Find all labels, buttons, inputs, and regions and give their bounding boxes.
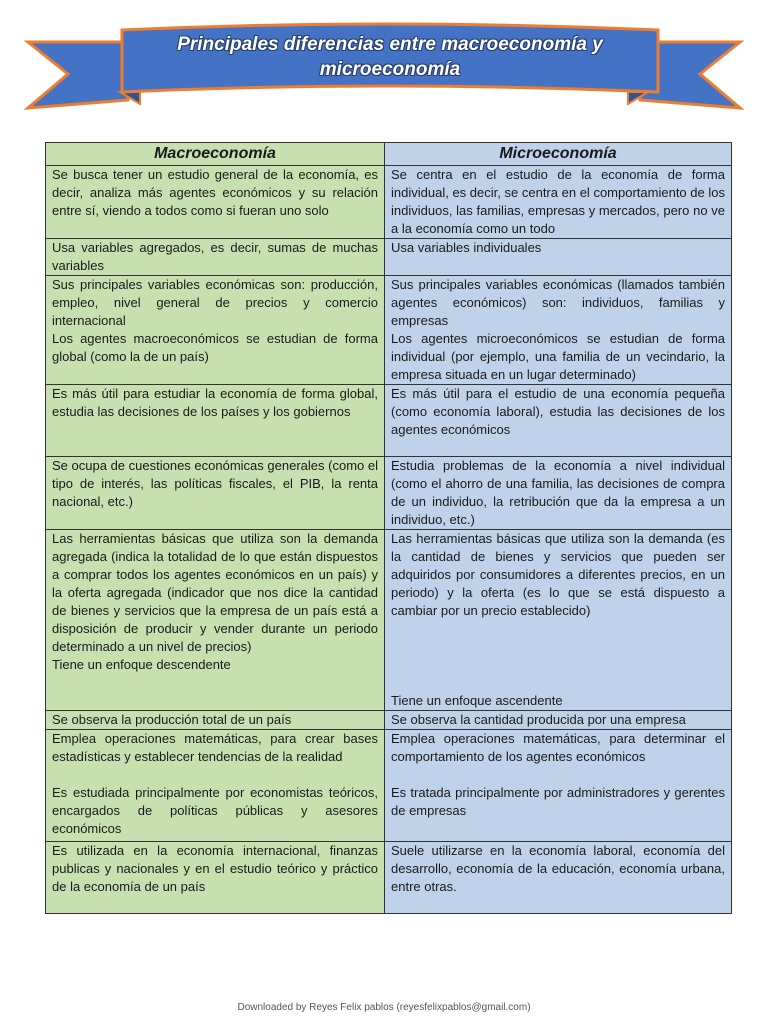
table-row xyxy=(46,711,732,730)
page-title xyxy=(130,32,650,82)
micro-cell xyxy=(385,276,732,385)
column-header-micro: Microeconomía xyxy=(385,143,732,166)
cell-text: Usa variables agregados, es decir, sumas de muchas variables xyxy=(52,240,378,273)
table-row xyxy=(46,239,732,276)
cell-text: Se ocupa de cuestiones económicas generales (como el tipo de interés, las políticas fiscales, el PIB, la renta nacional, etc.) xyxy=(52,458,378,509)
page-title-line-2: microeconomía xyxy=(319,59,461,80)
cell-text: Emplea operaciones matemáticas, para determinar el comportamiento de los agentes económicos xyxy=(391,731,725,764)
macro-cell xyxy=(46,711,385,730)
page-title-line-1: Principales diferencias entre macroeconomía y xyxy=(177,34,603,55)
cell-text: Suele utilizarse en la economía laboral, economía del desarrollo, economía de la educación, economía urbana, entre otras. xyxy=(391,843,725,894)
cell-text: Las herramientas básicas que utiliza son la demanda (es la cantidad de bienes y servicios que pueden ser adquiridos por consumidores a diferentes precios, en un periodo) y la oferta (es lo que se está dispuesto a cambiar por un precio establecido) xyxy=(391,531,725,618)
micro-cell xyxy=(385,239,732,276)
spacer xyxy=(391,656,725,674)
table-row xyxy=(46,842,732,914)
macro-cell xyxy=(46,385,385,457)
cell-text: Las herramientas básicas que utiliza son la demanda agregada (indica la totalidad de lo que están dispuestos a comprar todos los agentes económicos en un país) y la oferta agregada (indicador que nos dice la cantidad de bienes y servicios que la empresa de un país está a disposición de producir y vender durante un periodo determinado a un nivel de precios) xyxy=(52,531,378,654)
table-row xyxy=(46,730,732,842)
cell-text: Se observa la producción total de un país xyxy=(52,712,292,727)
macro-cell xyxy=(46,842,385,914)
micro-cell xyxy=(385,385,732,457)
macro-cell xyxy=(46,457,385,530)
table-header-row xyxy=(46,143,732,166)
cell-text: Tiene un enfoque descendente xyxy=(52,657,231,672)
cell-text: Es más útil para estudiar la economía de forma global, estudia las decisiones de los países y los gobiernos xyxy=(52,386,378,419)
micro-cell xyxy=(385,457,732,530)
cell-text: Se busca tener un estudio general de la economía, es decir, analiza más agentes económicos y su relación entre sí, viendo a todos como si fueran uno solo xyxy=(52,167,378,218)
macro-cell xyxy=(46,276,385,385)
cell-text: Sus principales variables económicas (llamados también agentes económicos) son: individuos, familias y empresas xyxy=(391,277,725,328)
column-header-macro: Macroeconomía xyxy=(46,143,385,166)
cell-text: Se centra en el estudio de la economía de forma individual, es decir, se centra en el comportamiento de los individuos, las familias, empresas y mercados, pero no ve a la economía como un todo xyxy=(391,167,725,236)
spacer xyxy=(391,638,725,656)
spacer xyxy=(391,766,725,784)
table-row xyxy=(46,276,732,385)
title-banner xyxy=(0,0,768,130)
spacer xyxy=(52,766,378,784)
table-row xyxy=(46,385,732,457)
micro-cell xyxy=(385,711,732,730)
cell-text: Estudia problemas de la economía a nivel individual (como el ahorro de una familia, las decisiones de compra de un individuo, la retribución que da la empresa a un individuo, etc.) xyxy=(391,458,725,527)
cell-text: Usa variables individuales xyxy=(391,240,542,255)
micro-cell xyxy=(385,166,732,239)
download-footer: Downloaded by Reyes Felix pablos (reyesfelixpablos@gmail.com) xyxy=(237,1002,531,1013)
cell-text: Los agentes macroeconómicos se estudian de forma global (como la de un país) xyxy=(52,331,378,364)
spacer xyxy=(391,620,725,638)
micro-cell xyxy=(385,530,732,711)
comparison-table xyxy=(45,142,732,914)
cell-text: Es utilizada en la economía internacional, finanzas publicas y nacionales y en el estudio teórico y práctico de la economía de un país xyxy=(52,843,378,894)
table-row xyxy=(46,457,732,530)
cell-text: Es más útil para el estudio de una economía pequeña (como economía laboral), estudia las decisiones de los agentes económicos xyxy=(391,386,725,437)
table-row xyxy=(46,530,732,711)
cell-text: Se observa la cantidad producida por una empresa xyxy=(391,712,686,727)
cell-text: Tiene un enfoque ascendente xyxy=(391,693,563,708)
cell-text: Los agentes microeconómicos se estudian de forma individual (por ejemplo, una familia de un vecindario, la empresa situada en un lugar determinado) xyxy=(391,331,725,382)
macro-cell xyxy=(46,530,385,711)
cell-text: Es estudiada principalmente por economistas teóricos, encargados de políticas públicas y asesores económicos xyxy=(52,785,378,836)
macro-cell xyxy=(46,239,385,276)
cell-text: Emplea operaciones matemáticas, para crear bases estadísticas y establecer tendencias de la realidad xyxy=(52,731,378,764)
macro-cell xyxy=(46,166,385,239)
cell-text: Es tratada principalmente por administradores y gerentes de empresas xyxy=(391,785,725,818)
table-row xyxy=(46,166,732,239)
macro-cell xyxy=(46,730,385,842)
micro-cell xyxy=(385,842,732,914)
micro-cell xyxy=(385,730,732,842)
spacer xyxy=(391,674,725,692)
cell-text: Sus principales variables económicas son: producción, empleo, nivel general de precios y comercio internacional xyxy=(52,277,378,328)
